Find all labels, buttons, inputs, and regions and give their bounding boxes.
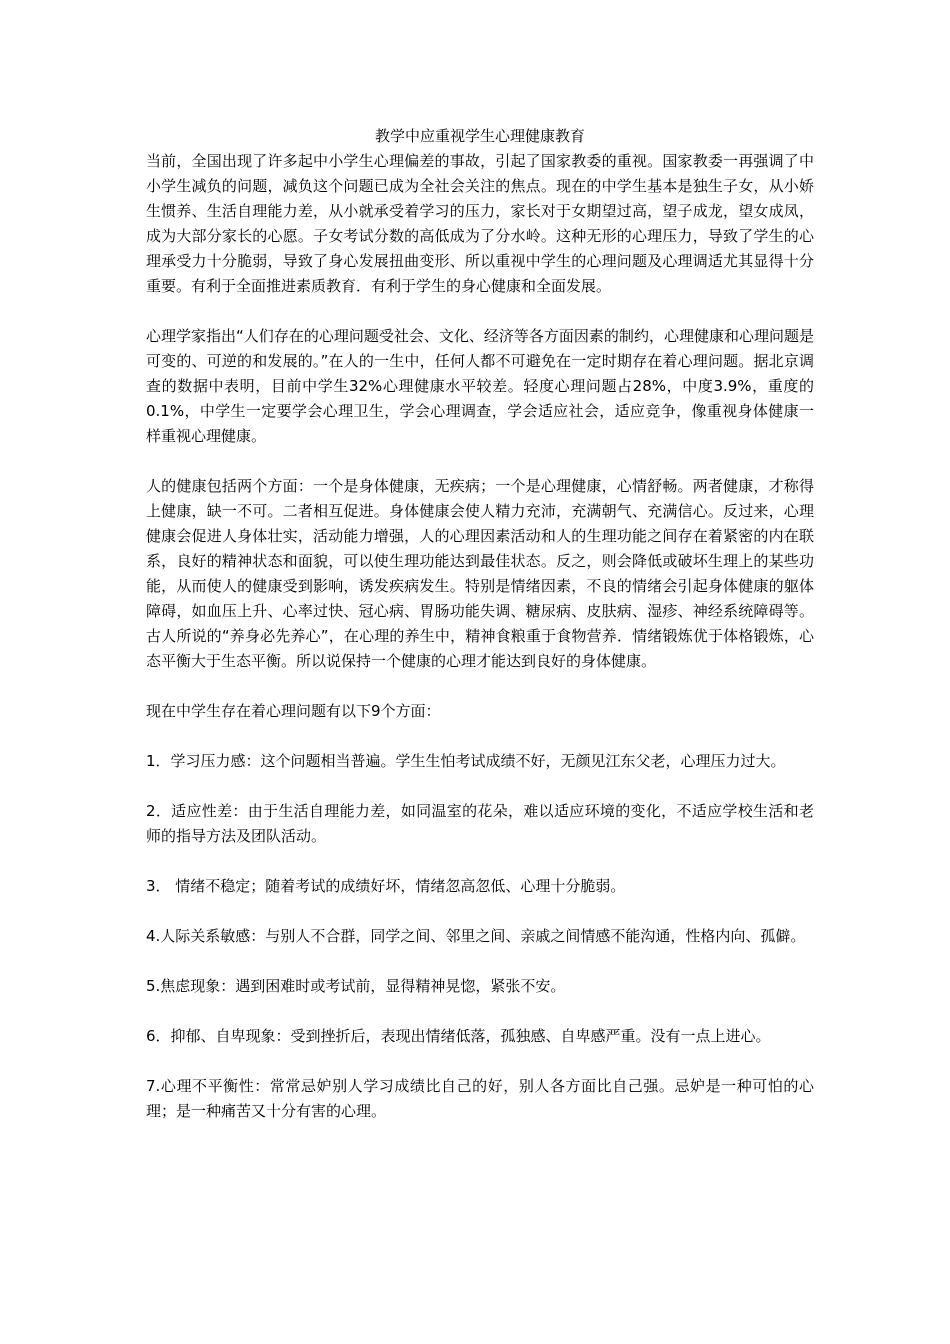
list-item: 1．学习压力感：这个问题相当普遍。学生生怕考试成绩不好，无颜见江东父老，心理压力过大。 — [146, 752, 786, 770]
paragraph-health: 人的健康包括两个方面：一个是身体健康，无疾病；一个是心理健康，心情舒畅。两者健康，才称得上健康，缺一不可。二者相互促进。身体健康会使人精力充沛，充满朝气、充满信心。反过来，心理健康会促进人身体壮实，活动能力增强，人的心理因素活动和人的生理功能之间存在着紧密的内在联系，良好的精神状态和面貌，可以使生理功能达到最佳状态。反之，则会降低或破坏生理上的某些功能，从而使人的健康受到影响，诱发疾病发生。特别是情绪因素，不良的情绪会引起身体健康的躯体障碍，如血压上升、心率过快、冠心病、胃肠功能失调、糖尿病、皮肤病、湿疹、神经系统障碍等。古人所说的“养身必先养心”，在心理的养生中，精神食粮重于食物营养．情绪锻炼优于体格锻炼，心态平衡大于生态平衡。所以说保持一个健康的心理才能达到良好的身体健康。 — [146, 477, 814, 670]
list-item: 4.人际关系敏感：与别人不合群，同学之间、邻里之间、亲戚之间情感不能沟通，性格内向、孤僻。 — [146, 927, 806, 945]
document-page — [146, 124, 814, 1149]
list-item: 5.焦虑现象：遇到困难时或考试前，显得精神晃惚，紧张不安。 — [146, 977, 566, 995]
list-item: 3． 情绪不稳定；随着考试的成绩好坏，情绪忽高忽低、心理十分脆弱。 — [146, 877, 626, 895]
list-item: 7.心理不平衡性：常常忌妒别人学习成绩比自己的好，别人各方面比自己强。忌妒是一种可怕的心理；是一种痛苦又十分有害的心理。 — [146, 1077, 814, 1120]
list-item: 6．抑郁、自卑现象：受到挫折后，表现出情绪低落，孤独感、自卑感严重。没有一点上进心。 — [146, 1027, 771, 1045]
list-intro: 现在中学生存在着心理问题有以下9个方面： — [146, 702, 441, 720]
list-item: 2．适应性差：由于生活自理能力差，如同温室的花朵，难以适应环境的变化，不适应学校生活和老师的指导方法及团队活动。 — [146, 802, 814, 845]
document-title: 教学中应重视学生心理健康教育 — [374, 127, 585, 145]
paragraph-psychologist: 心理学家指出“人们存在的心理问题受社会、文化、经济等各方面因素的制约，心理健康和心理问题是可变的、可逆的和发展的。”在人的一生中，任何人都不可避免在一定时期存在着心理问题。据北京调查的数据中表明，目前中学生32%心理健康水平较差。轻度心理问题占28%，中度3.9%，重度的0.1%，中学生一定要学会心理卫生，学会心理调查，学会适应社会，适应竞争，像重视身体健康一样重视心理健康。 — [146, 327, 814, 445]
paragraph-intro: 当前，全国出现了许多起中小学生心理偏差的事故，引起了国家教委的重视。国家教委一再强调了中小学生减负的问题，减负这个问题已成为全社会关注的焦点。现在的中学生基本是独生子女，从小娇生惯养、生活自理能力差，从小就承受着学习的压力，家长对于女期望过高，望子成龙，望女成凤，成为大部分家长的心愿。子女考试分数的高低成为了分水岭。这种无形的心理压力，导致了学生的心理承受力十分脆弱，导致了身心发展扭曲变形、所以重视中学生的心理问题及心理调适尤其显得十分重要。有利于全面推进素质教育．有利于学生的身心健康和全面发展。 — [146, 152, 814, 295]
